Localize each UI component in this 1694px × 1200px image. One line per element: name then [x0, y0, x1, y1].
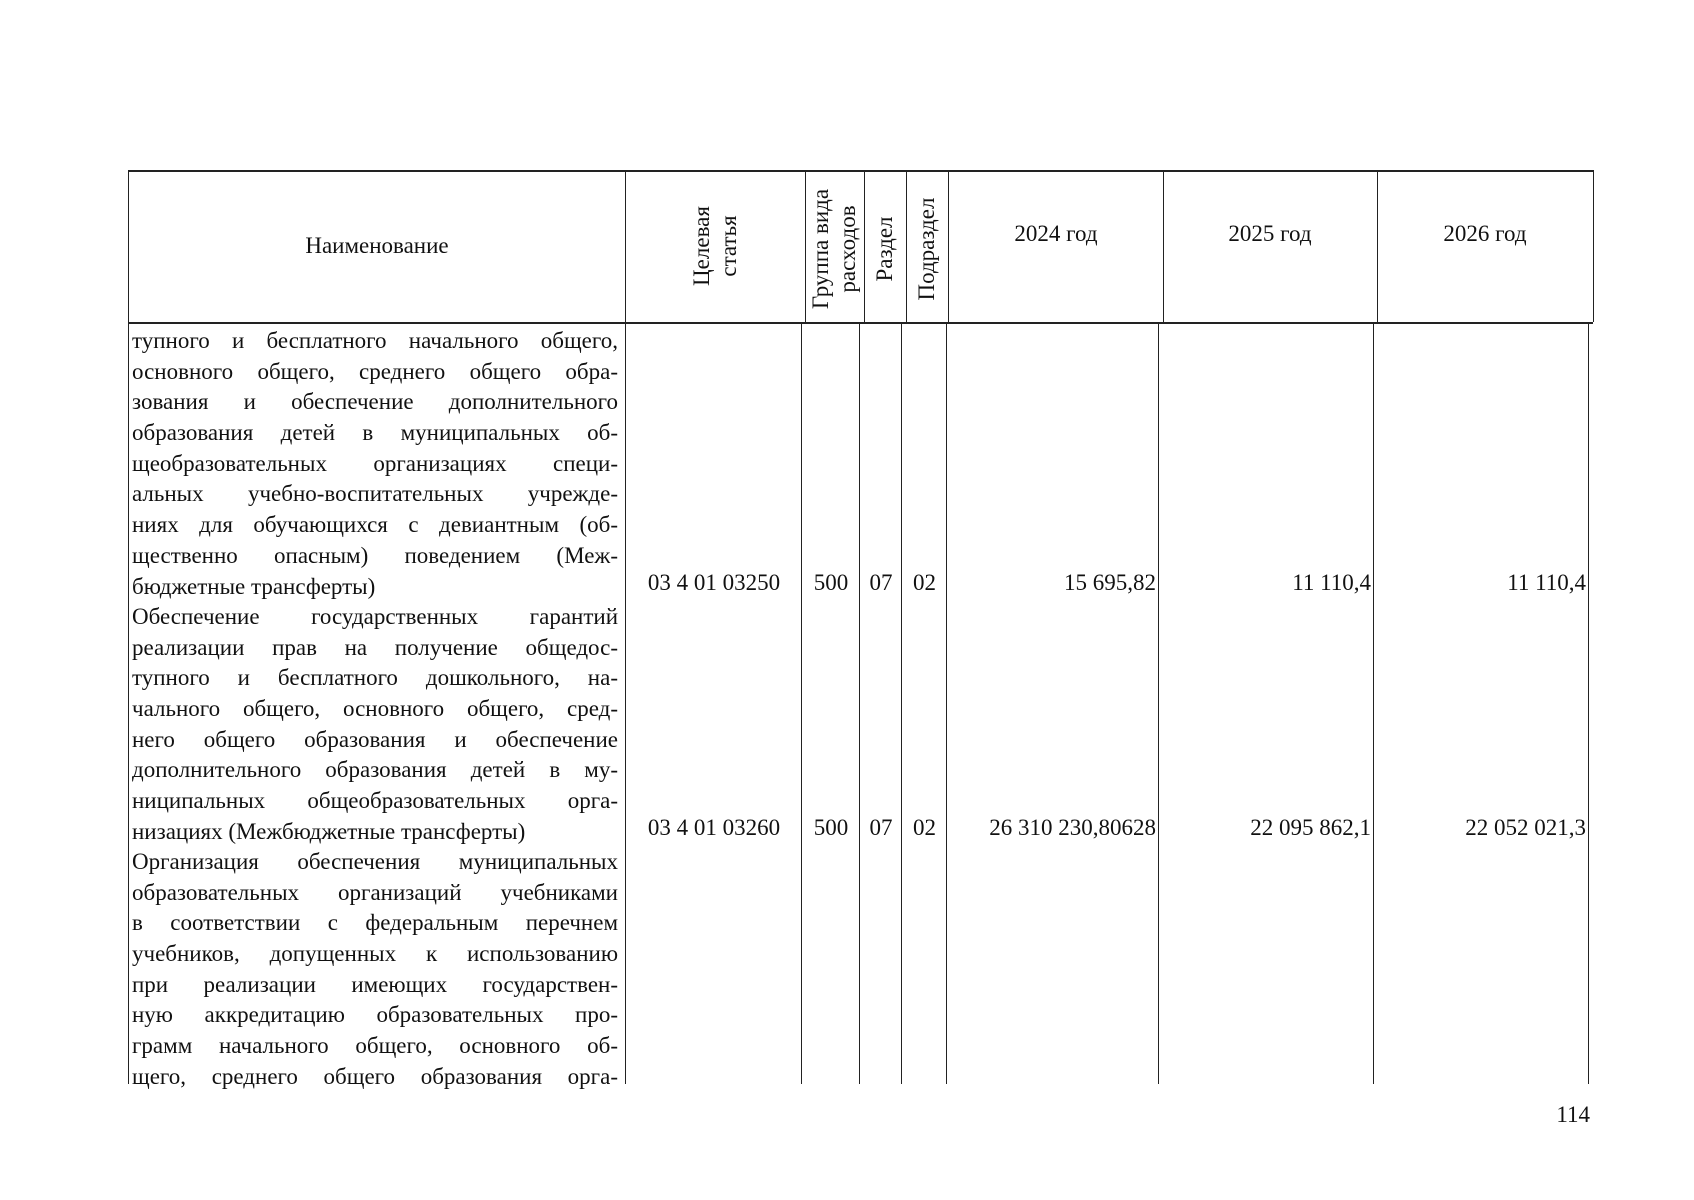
row-3-name-line: образовательных организаций учебниками [132, 879, 618, 905]
row-3-name-line: Организация обеспечения муниципальных [132, 849, 618, 874]
row-3-name-line: учебников, допущенных к использованию [132, 941, 618, 967]
row-2-expense-group: 500 [813, 815, 849, 840]
col-border [1593, 170, 1594, 322]
row-3-name-line: грамм начального общего, основного об- [132, 1033, 618, 1059]
col-border [864, 170, 865, 322]
header-year-2024: 2024 год [1014, 220, 1098, 246]
col-border [859, 322, 860, 1084]
row-1-expense-group: 500 [813, 570, 849, 595]
row-1-section: 07 [869, 570, 893, 595]
row-2-name-line: реализации прав на получение общедос- [132, 634, 618, 660]
row-1-name-line: ниях для обучающихся с девиантным (об- [132, 512, 618, 538]
row-1-name-line: бюджетные трансферты) [132, 573, 376, 599]
row-1-name-line: щеобразовательных организациях специ- [132, 450, 618, 476]
col-border [906, 170, 907, 322]
row-1-year-2025: 11 110,4 [1292, 570, 1371, 595]
col-border [946, 322, 947, 1084]
row-2-year-2025: 22 095 862,1 [1250, 815, 1371, 840]
header-subsection-text: Подраздел [914, 197, 940, 301]
col-border [901, 322, 902, 1084]
row-2-name-line: него общего образования и обеспечение [132, 726, 618, 752]
row-3-name-line: ную аккредитацию образовательных про- [132, 1002, 618, 1028]
row-1-name-line: основного общего, среднего общего обра- [132, 358, 618, 384]
row-1-name-line: тупного и бесплатного начального общего, [132, 328, 618, 353]
header-year-2025: 2025 год [1228, 220, 1312, 246]
row-2-year-2026: 22 052 021,3 [1465, 815, 1586, 840]
row-3-name-line: щего, среднего общего образования орга- [132, 1063, 618, 1089]
row-1-name-line: щественно опасным) поведением (Меж- [132, 542, 618, 568]
row-1-subsection: 02 [913, 570, 936, 595]
header-year-2026: 2026 год [1443, 220, 1527, 246]
row-1-name [132, 326, 618, 602]
col-border [128, 170, 129, 1084]
page-number: 114 [1556, 1102, 1590, 1127]
row-2-name-line: чального общего, основного общего, сред- [132, 696, 618, 722]
row-2-target-article: 03 4 01 03260 [647, 815, 781, 840]
header-target-article [680, 171, 750, 321]
row-2-name-line: тупного и бесплатного дошкольного, на- [132, 665, 618, 691]
header-section-text: Раздел [872, 216, 898, 282]
header-expense-group-line1: Группа вида [807, 188, 833, 310]
header-target-article-line2: статья [716, 215, 741, 277]
header-expense-group-line2: расходов [835, 205, 860, 293]
header-subsection [910, 174, 944, 324]
row-3-name-line: при реализации имеющих государствен- [132, 971, 618, 997]
row-2-name-line: дополнительного образования детей в му- [132, 757, 618, 783]
row-1-year-2024: 15 695,82 [1064, 570, 1156, 595]
col-border [801, 322, 802, 1084]
row-2-subsection: 02 [913, 815, 936, 840]
row-1-target-article: 03 4 01 03250 [647, 570, 781, 595]
header-target-article-line1: Целевая [688, 206, 714, 286]
row-1-name-line: образования детей в муниципальных об- [132, 420, 618, 446]
header-name: Наименование [305, 232, 449, 258]
row-2-name-line: Обеспечение государственных гарантий [132, 604, 618, 629]
row-1-name-line: зования и обеспечение дополнительного [132, 389, 618, 415]
col-border [1158, 322, 1159, 1084]
header-expense-group [805, 174, 863, 324]
col-border [1163, 170, 1164, 322]
col-border [1377, 170, 1378, 322]
row-2-name [132, 602, 618, 848]
col-border [1588, 322, 1589, 1084]
row-2-year-2024: 26 310 230,80628 [989, 815, 1156, 840]
row-2-section: 07 [869, 815, 893, 840]
col-border [1373, 322, 1374, 1084]
col-border [948, 170, 949, 322]
col-border [625, 170, 626, 1084]
row-2-name-line: ниципальных общеобразовательных орга- [132, 788, 618, 814]
row-1-name-line: альных учебно-воспитательных учрежде- [132, 481, 618, 507]
row-3-name [132, 847, 618, 1093]
row-1-year-2026: 11 110,4 [1507, 570, 1586, 595]
row-2-name-line: низациях (Межбюджетные трансферты) [132, 818, 526, 844]
header-section [868, 174, 902, 324]
row-3-name-line: в соответствии с федеральным перечнем [132, 910, 618, 936]
